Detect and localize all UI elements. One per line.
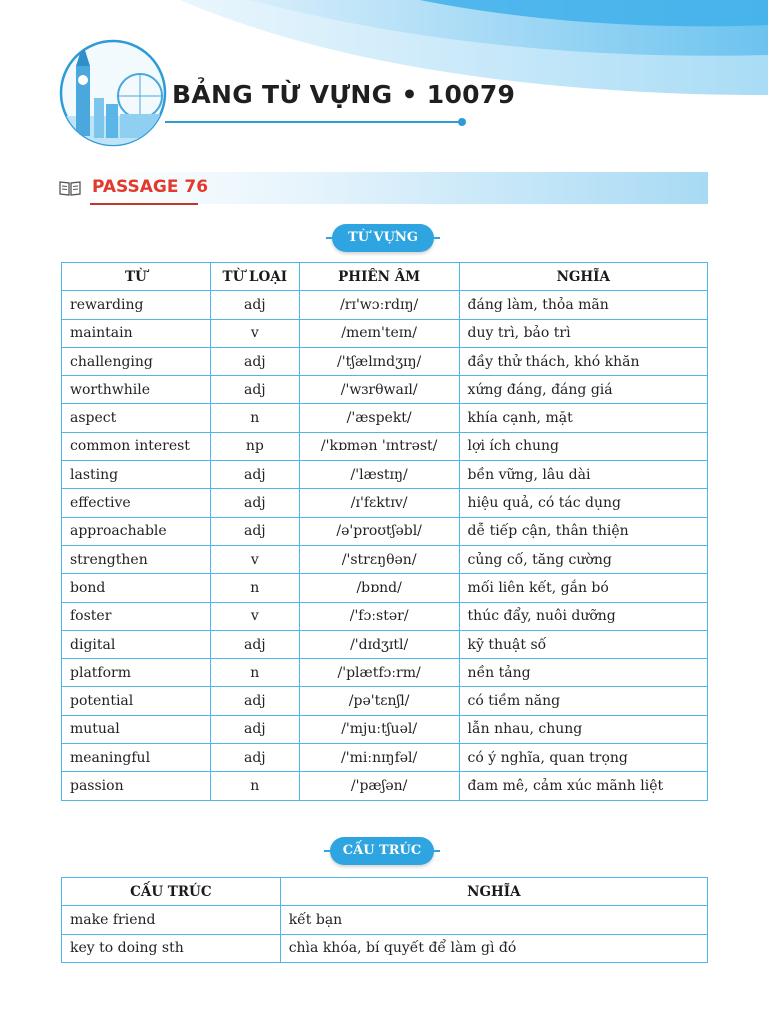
table-row: [62, 291, 708, 319]
ipa-cell: /'mjuːtʃuəl/: [299, 715, 459, 743]
passage-label: PASSAGE 76: [92, 177, 209, 197]
ipa-cell: /'dɪdʒɪtl/: [299, 630, 459, 658]
col-header-word: TỪ: [62, 263, 211, 291]
meaning-cell: duy trì, bảo trì: [459, 319, 707, 347]
word-cell: rewarding: [62, 291, 211, 319]
table-row: [62, 602, 708, 630]
pos-cell: adj: [210, 687, 299, 715]
pos-cell: adj: [210, 291, 299, 319]
ipa-cell: /pə'tɛnʃl/: [299, 687, 459, 715]
table-row: [62, 906, 708, 934]
table-row: [62, 432, 708, 460]
meaning-cell: có tiềm năng: [459, 687, 707, 715]
ipa-cell: /'wɜrθwaɪl/: [299, 376, 459, 404]
word-cell: aspect: [62, 404, 211, 432]
pos-cell: adj: [210, 489, 299, 517]
ipa-cell: /'plætfɔːrm/: [299, 659, 459, 687]
table-row: [62, 934, 708, 962]
pos-cell: adj: [210, 517, 299, 545]
ipa-cell: /bɒnd/: [299, 574, 459, 602]
word-cell: mutual: [62, 715, 211, 743]
col-header-meaning: NGHĨA: [459, 263, 707, 291]
word-cell: common interest: [62, 432, 211, 460]
title-underline-dot: [458, 118, 466, 126]
table-row: [62, 772, 708, 800]
pos-cell: adj: [210, 630, 299, 658]
meaning-cell: mối liên kết, gắn bó: [459, 574, 707, 602]
structure-section-label-text: CẤU TRÚC: [342, 843, 422, 858]
meaning-cell: dễ tiếp cận, thân thiện: [459, 517, 707, 545]
word-cell: meaningful: [62, 744, 211, 772]
word-cell: digital: [62, 630, 211, 658]
ipa-cell: /ɪ'fɛktɪv/: [299, 489, 459, 517]
col-header-structure: CẤU TRÚC: [62, 878, 281, 906]
table-row: [62, 545, 708, 573]
ipa-cell: /rɪ'wɔːrdɪŋ/: [299, 291, 459, 319]
ipa-cell: /'læstɪŋ/: [299, 461, 459, 489]
meaning-cell: hiệu quả, có tác dụng: [459, 489, 707, 517]
ipa-cell: /'tʃælɪndʒɪŋ/: [299, 347, 459, 375]
ipa-cell: /'æspekt/: [299, 404, 459, 432]
table-row: [62, 744, 708, 772]
word-cell: potential: [62, 687, 211, 715]
meaning-cell: bền vững, lâu dài: [459, 461, 707, 489]
meaning-cell: thúc đẩy, nuôi dưỡng: [459, 602, 707, 630]
pos-cell: v: [210, 319, 299, 347]
pos-cell: adj: [210, 715, 299, 743]
pos-cell: adj: [210, 744, 299, 772]
meaning-cell: đam mê, cảm xúc mãnh liệt: [459, 772, 707, 800]
table-row: [62, 659, 708, 687]
ipa-cell: /'miːnɪŋfəl/: [299, 744, 459, 772]
word-cell: platform: [62, 659, 211, 687]
pos-cell: v: [210, 545, 299, 573]
table-row: [62, 319, 708, 347]
meaning-cell: củng cố, tăng cường: [459, 545, 707, 573]
pos-cell: adj: [210, 347, 299, 375]
ipa-cell: /ə'proʊtʃəbl/: [299, 517, 459, 545]
table-row: [62, 715, 708, 743]
word-cell: challenging: [62, 347, 211, 375]
table-row: [62, 517, 708, 545]
meaning-cell: lẫn nhau, chung: [459, 715, 707, 743]
meaning-cell: kỹ thuật số: [459, 630, 707, 658]
word-cell: bond: [62, 574, 211, 602]
word-cell: strengthen: [62, 545, 211, 573]
table-row: [62, 376, 708, 404]
pos-cell: adj: [210, 461, 299, 489]
word-cell: approachable: [62, 517, 211, 545]
meaning-cell: chìa khóa, bí quyết để làm gì đó: [280, 934, 707, 962]
book-icon: [59, 180, 81, 196]
pos-cell: adj: [210, 376, 299, 404]
pos-cell: v: [210, 602, 299, 630]
col-header-pronunciation: PHIÊN ÂM: [299, 263, 459, 291]
vocab-header-row: [62, 263, 708, 291]
pos-cell: n: [210, 772, 299, 800]
vocab-section-label-text: TỪ VỰNG: [348, 230, 418, 245]
word-cell: maintain: [62, 319, 211, 347]
meaning-cell: xứng đáng, đáng giá: [459, 376, 707, 404]
col-header-part-of-speech: TỪ LOẠI: [210, 263, 299, 291]
word-cell: foster: [62, 602, 211, 630]
table-row: [62, 687, 708, 715]
passage-underline: [90, 203, 198, 205]
pos-cell: np: [210, 432, 299, 460]
title-underline: [165, 121, 461, 123]
london-landmark-logo: [58, 38, 168, 148]
structure-header-row: [62, 878, 708, 906]
ipa-cell: /'strɛŋθən/: [299, 545, 459, 573]
word-cell: passion: [62, 772, 211, 800]
ipa-cell: /'fɔːstər/: [299, 602, 459, 630]
table-row: [62, 630, 708, 658]
meaning-cell: nền tảng: [459, 659, 707, 687]
meaning-cell: có ý nghĩa, quan trọng: [459, 744, 707, 772]
page-title: BẢNG TỪ VỰNG • 10079: [172, 80, 516, 109]
word-cell: worthwhile: [62, 376, 211, 404]
ipa-cell: /meɪn'teɪn/: [299, 319, 459, 347]
meaning-cell: đầy thử thách, khó khăn: [459, 347, 707, 375]
ipa-cell: /'pæʃən/: [299, 772, 459, 800]
pos-cell: n: [210, 659, 299, 687]
word-cell: effective: [62, 489, 211, 517]
word-cell: lasting: [62, 461, 211, 489]
ipa-cell: /'kɒmən 'ɪntrəst/: [299, 432, 459, 460]
structure-cell: key to doing sth: [62, 934, 281, 962]
meaning-cell: khía cạnh, mặt: [459, 404, 707, 432]
table-row: [62, 489, 708, 517]
pos-cell: n: [210, 574, 299, 602]
table-row: [62, 404, 708, 432]
vocab-section-label: [332, 224, 434, 252]
table-row: [62, 574, 708, 602]
vocab-table: [61, 262, 708, 801]
meaning-cell: lợi ích chung: [459, 432, 707, 460]
col-header-meaning: NGHĨA: [280, 878, 707, 906]
structure-section-label: [330, 837, 434, 865]
structure-cell: make friend: [62, 906, 281, 934]
pos-cell: n: [210, 404, 299, 432]
table-row: [62, 347, 708, 375]
table-row: [62, 461, 708, 489]
meaning-cell: đáng làm, thỏa mãn: [459, 291, 707, 319]
meaning-cell: kết bạn: [280, 906, 707, 934]
structure-table: [61, 877, 708, 963]
